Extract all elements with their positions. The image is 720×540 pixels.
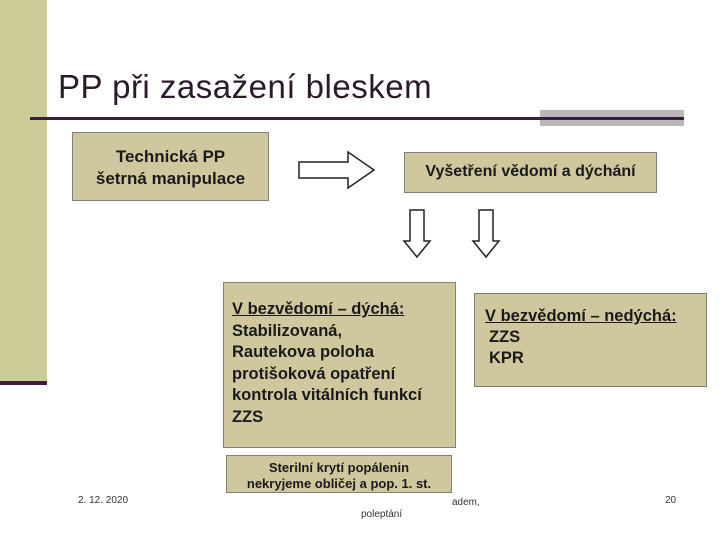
footer-text: poleptání xyxy=(361,509,403,520)
box-dycha-item: ZZS xyxy=(232,407,264,426)
sidebar-accent xyxy=(0,381,47,385)
box-bezvedomi-dycha xyxy=(223,282,456,448)
slide-title: PP při zasažení bleskem xyxy=(58,68,433,105)
box-dycha-item: Rautekova poloha xyxy=(232,343,375,361)
box-sterilni-kryti xyxy=(226,455,452,493)
box-technicka-line1: Technická PP xyxy=(115,147,226,166)
box-nedycha-item: ZZS xyxy=(489,328,521,346)
box-dycha-item: kontrola vitálních funkcí xyxy=(232,386,422,404)
footer-text: adem, xyxy=(452,497,480,508)
box-nedycha-item: KPR xyxy=(489,349,524,367)
box-technicka-line2: šetrná manipulace xyxy=(95,169,246,188)
box-vysetreni-line1: Vyšetření vědomí a dýchání xyxy=(425,163,636,180)
footer-date: 2. 12. 2020 xyxy=(78,495,129,506)
box-dycha-item: Stabilizovaná, xyxy=(232,321,343,340)
box-nedycha-heading: V bezvědomí – nedýchá: xyxy=(485,307,677,325)
box-bezvedomi-nedycha xyxy=(474,293,707,387)
box-technicka-pp xyxy=(72,132,269,201)
page-number: 20 xyxy=(665,495,677,506)
box-steril-line1: Sterilní krytí popálenin xyxy=(268,460,410,475)
box-vysetreni xyxy=(404,152,657,193)
box-steril-line2: nekryjeme obličej a pop. 1. st. xyxy=(246,476,432,491)
box-dycha-item: protišoková opatření xyxy=(232,364,396,383)
right-arrow-icon xyxy=(298,151,376,189)
down-arrow-icon-right xyxy=(472,209,500,259)
title-rule-accent-line xyxy=(540,117,684,120)
box-dycha-heading: V bezvědomí – dýchá: xyxy=(232,300,405,318)
sidebar-decoration xyxy=(0,0,47,383)
down-arrow-icon-left xyxy=(403,209,431,259)
